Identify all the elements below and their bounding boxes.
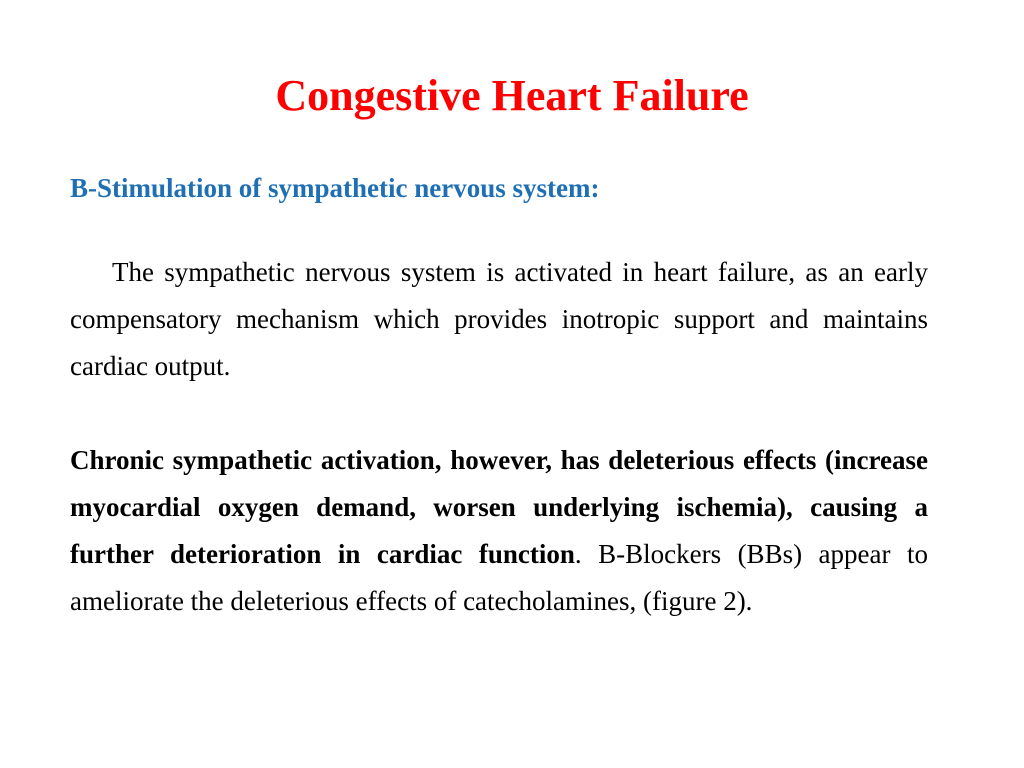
paragraph-sympathetic-activation: The sympathetic nervous system is activated in heart failure, as an early compensatory mechanism which provides inotropic support and maintains cardiac output. [70, 257, 928, 381]
section-subtitle: B-Stimulation of sympathetic nervous system: [70, 173, 600, 203]
paragraph-regular-text: . B-Blockers (BBs) appear to ameliorate the deleterious effects of catecholamines, (figure 2). [70, 539, 928, 616]
paragraph-bold-text: Chronic sympathetic activation, however, has deleterious effects (increase myocardial oxygen demand, worsen underlying ischemia), causing a further deterioration in cardiac function [70, 445, 928, 569]
slide-title: Congestive Heart Failure [275, 71, 749, 120]
paragraph-chronic-activation [70, 437, 928, 625]
